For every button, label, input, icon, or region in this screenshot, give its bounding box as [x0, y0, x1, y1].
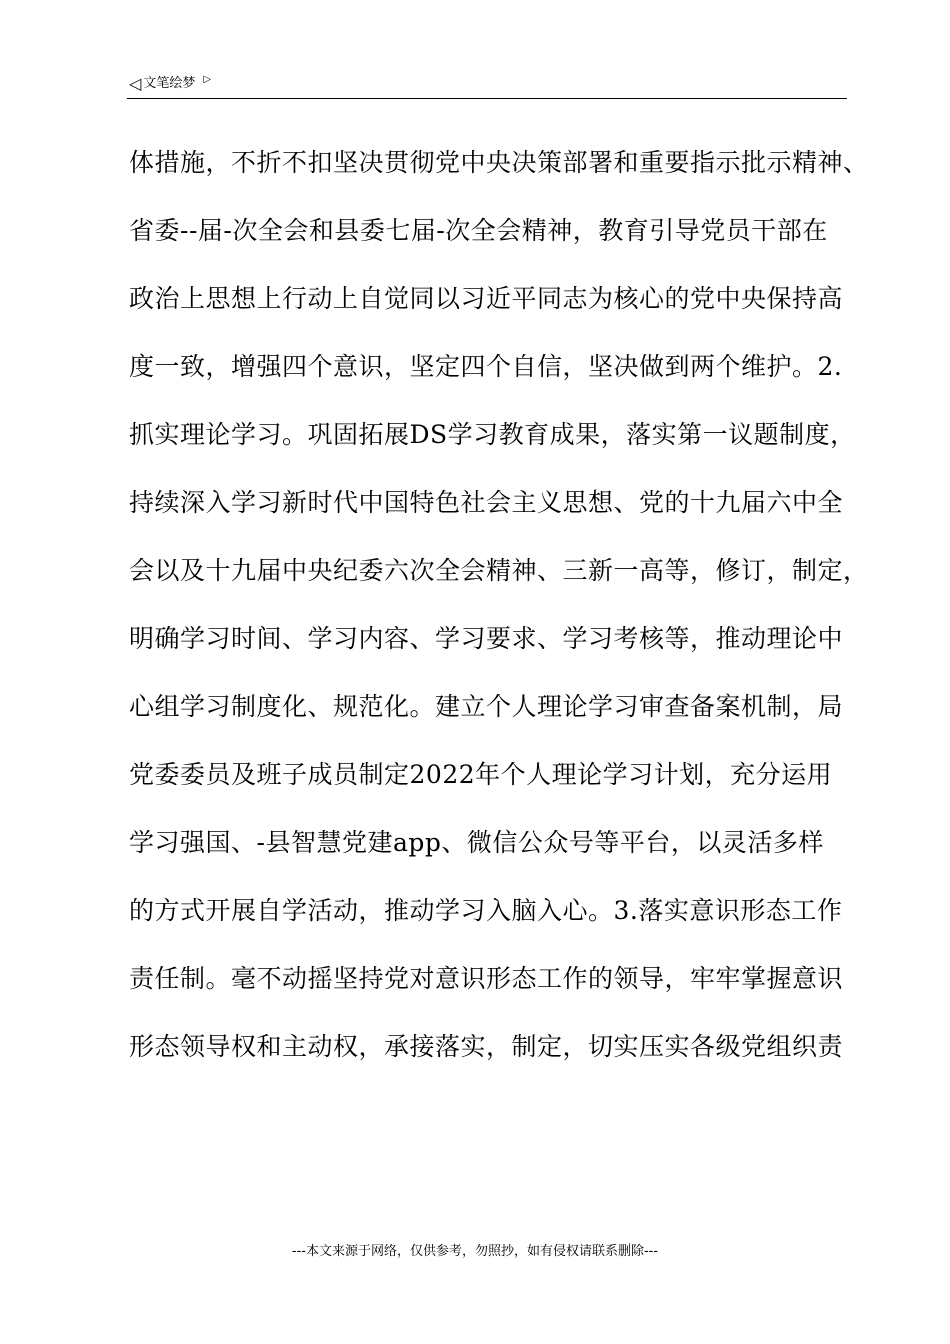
header-brand: [129, 76, 211, 92]
text-line: 省委--届-次全会和县委七届-次全会精神，教育引导党员干部在: [129, 216, 828, 245]
text-line: 抓实理论学习。巩固拓展DS学习教育成果，落实第一议题制度，: [129, 420, 856, 449]
text-line: 的方式开展自学活动，推动学习入脑入心。3.落实意识形态工作: [129, 896, 843, 925]
text-line: 形态领导权和主动权，承接落实，制定，切实压实各级党组织责: [129, 1032, 844, 1061]
right-triangle-icon: ▷: [203, 74, 212, 85]
page-header: [127, 74, 847, 99]
left-triangle-icon: ◁: [129, 74, 142, 93]
text-line: 度一致，增强四个意识，坚定四个自信，坚决做到两个维护。2.: [129, 352, 843, 381]
text-line: 政治上思想上行动上自觉同以习近平同志为核心的党中央保持高: [129, 284, 844, 313]
text-line: 党委委员及班子成员制定2022年个人理论学习计划，充分运用: [129, 760, 833, 789]
footer-notice: ---本文来源于网络，仅供参考，勿照抄，如有侵权请联系删除---: [291, 1244, 659, 1259]
text-line: 会以及十九届中央纪委六次全会精神、三新一高等，修订，制定，: [129, 556, 869, 585]
text-line: 明确学习时间、学习内容、学习要求、学习考核等，推动理论中: [129, 624, 844, 653]
text-line: 体措施，不折不扣坚决贯彻党中央决策部署和重要指示批示精神、: [129, 148, 869, 177]
text-line: 心组学习制度化、规范化。建立个人理论学习审查备案机制，局: [129, 692, 844, 721]
text-line: 持续深入学习新时代中国特色社会主义思想、党的十九届六中全: [129, 488, 844, 517]
text-line: 责任制。毫不动摇坚持党对意识形态工作的领导，牢牢掌握意识: [129, 964, 844, 993]
text-line: 学习强国、-县智慧党建app、微信公众号等平台，以灵活多样: [129, 828, 824, 857]
brand-name: 文笔绘梦: [143, 76, 196, 91]
